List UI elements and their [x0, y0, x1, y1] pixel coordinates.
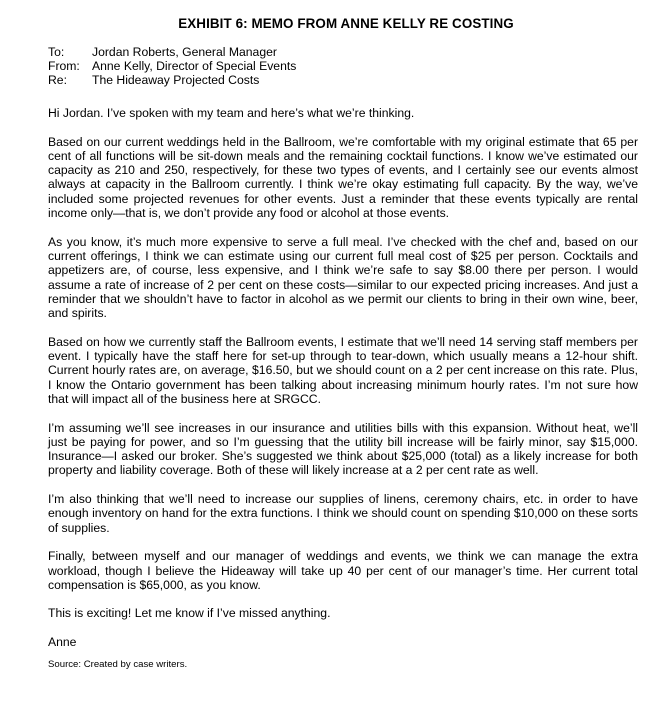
- staffing-paragraph: Based on how we currently staff the Ballroom events, I estimate that we’ll need 14 serving staff members per event. I typically have the staff here for set-up through to tear-down, which usually means a 12-hour shift. Current hourly rates are, on average, $16.50, but we should count on a 2 per cent increase on this rate. Plus, I know the Ontario government has been talking about increasing minimum hourly rates. I’m not sure how that will impact all of the business here at SRGCC.: [48, 334, 638, 406]
- memo-re-value: The Hideaway Projected Costs: [92, 73, 260, 87]
- signature: Anne: [48, 634, 77, 649]
- memo-header: [48, 45, 296, 87]
- exhibit-title: EXHIBIT 6: MEMO FROM ANNE KELLY RE COSTING: [178, 16, 514, 31]
- meal-cost-paragraph: As you know, it’s much more expensive to serve a full meal. I’ve checked with the chef and, based on our current offerings, I think we can estimate using our current full meal cost of $25 per person. Cocktails and appetizers are, of course, less expensive, and I think we’re safe to say $8.00 there per person. I would assume a rate of increase of 2 per cent on these costs—similar to our expected pricing increases. And just a reminder that we shouldn’t have to factor in alcohol as we permit our clients to bring in their own wine, beer, and spirits.: [48, 234, 638, 321]
- memo-from-value: Anne Kelly, Director of Special Events: [92, 59, 297, 73]
- supplies-paragraph: I’m also thinking that we’ll need to increase our supplies of linens, ceremony chairs, etc. in order to have enough inventory on hand for the extra functions. I think we should count on spending $10,000 on these sorts of supplies.: [48, 492, 638, 535]
- memo-to-value: Jordan Roberts, General Manager: [92, 45, 277, 59]
- memo-re-row: [48, 73, 296, 87]
- memo-from-row: [48, 59, 296, 73]
- memo-re-label: Re:: [48, 73, 67, 87]
- memo-to-label: To:: [48, 45, 65, 59]
- closing-paragraph: This is exciting! Let me know if I’ve missed anything.: [48, 606, 331, 621]
- manager-paragraph: Finally, between myself and our manager of weddings and events, we think we can manage the extra workload, though I believe the Hideaway will take up 40 per cent of our manager’s time. Her current total compensation is $65,000, as you know.: [48, 549, 638, 592]
- insurance-utilities-paragraph: I’m assuming we’ll see increases in our insurance and utilities bills with this expansion. Without heat, we’ll just be paying for power, and so I’m guessing that the utility bill increase will be fairly minor, say $15,000. Insurance—I asked our broker. She’s suggested we think about $25,000 (total) as a likely increase for both property and liability coverage. Both of these will likely increase at a 2 per cent rate as well.: [48, 420, 638, 478]
- memo-from-label: From:: [48, 59, 80, 73]
- source-note: Source: Created by case writers.: [48, 659, 188, 671]
- greeting-paragraph: Hi Jordan. I’ve spoken with my team and here’s what we’re thinking.: [48, 106, 415, 120]
- memo-to-row: [48, 45, 296, 59]
- capacity-paragraph: Based on our current weddings held in the Ballroom, we’re comfortable with my original estimate that 65 per cent of all functions will be sit-down meals and the remaining cocktail functions. I know we’ve estimated our capacity as 210 and 250, respectively, for these two types of events, and I certainly see our events almost always at capacity in the Ballroom currently. I think we’re okay estimating full capacity. By the way, we’ve included some projected revenues for other events. Just a reminder that these events typically are rental income only—that is, we don’t provide any food or alcohol at those events.: [48, 134, 638, 221]
